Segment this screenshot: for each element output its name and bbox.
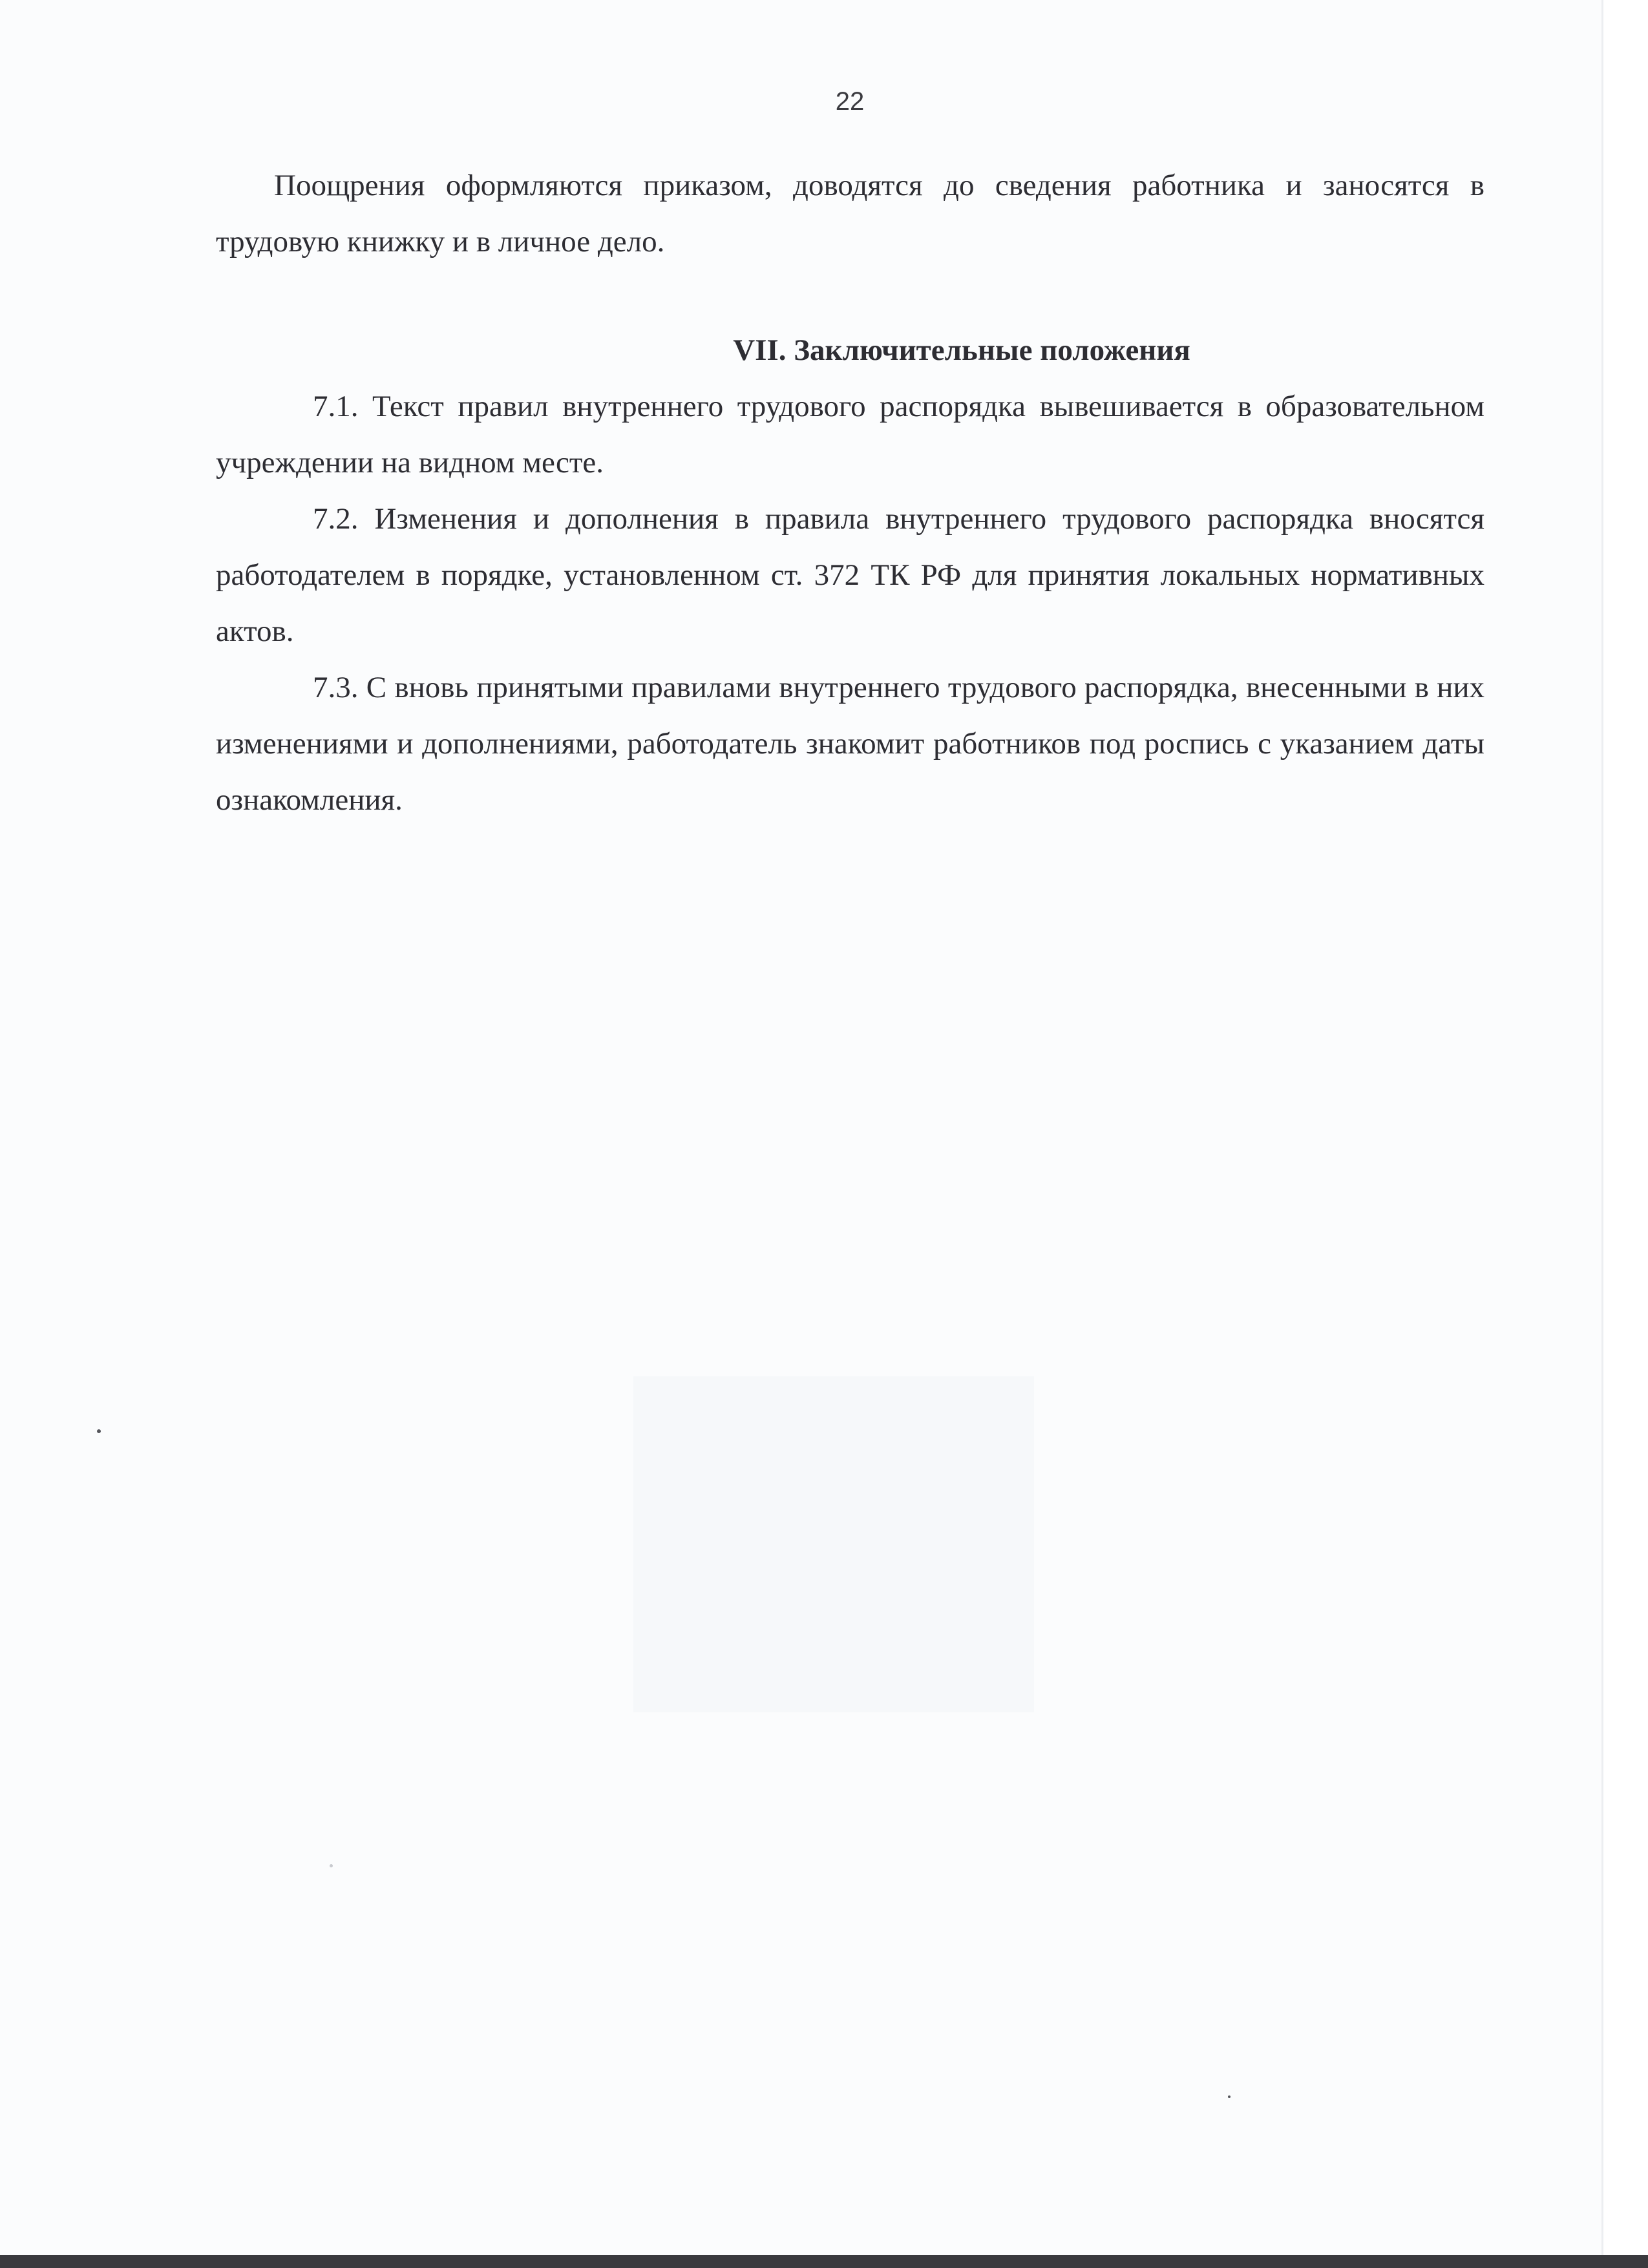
document-body xyxy=(216,158,1484,828)
scan-bottom-edge xyxy=(0,2255,1648,2268)
scan-speck xyxy=(330,1864,333,1867)
scan-speck xyxy=(1228,2095,1231,2098)
clause-7-3: 7.3. С вновь принятыми правилами внутреннего трудового распорядка, внесенными в них изменениями и дополнениями, работодатель знакомит работников под роспись с указанием даты ознакомления. xyxy=(216,671,1484,817)
clause-7-2: 7.2. Изменения и дополнения в правила внутреннего трудового распорядка вносятся работодателем в порядке, установленном ст. 372 ТК РФ для принятия локальных нормативных актов. xyxy=(216,502,1484,648)
clause-7-1: 7.1. Текст правил внутреннего трудового распорядка вывешивается в образовательном учреждении на видном месте. xyxy=(216,390,1484,479)
scan-shadow xyxy=(633,1376,1034,1712)
intro-paragraph: Поощрения оформляются приказом, доводятся до сведения работника и заносятся в трудовую книжку и в личное дело. xyxy=(216,169,1484,258)
scan-right-margin xyxy=(1601,0,1648,2255)
scan-speck xyxy=(97,1429,101,1433)
page-number: 22 xyxy=(835,87,865,116)
section-heading: VII. Заключительные положения xyxy=(733,333,1190,367)
